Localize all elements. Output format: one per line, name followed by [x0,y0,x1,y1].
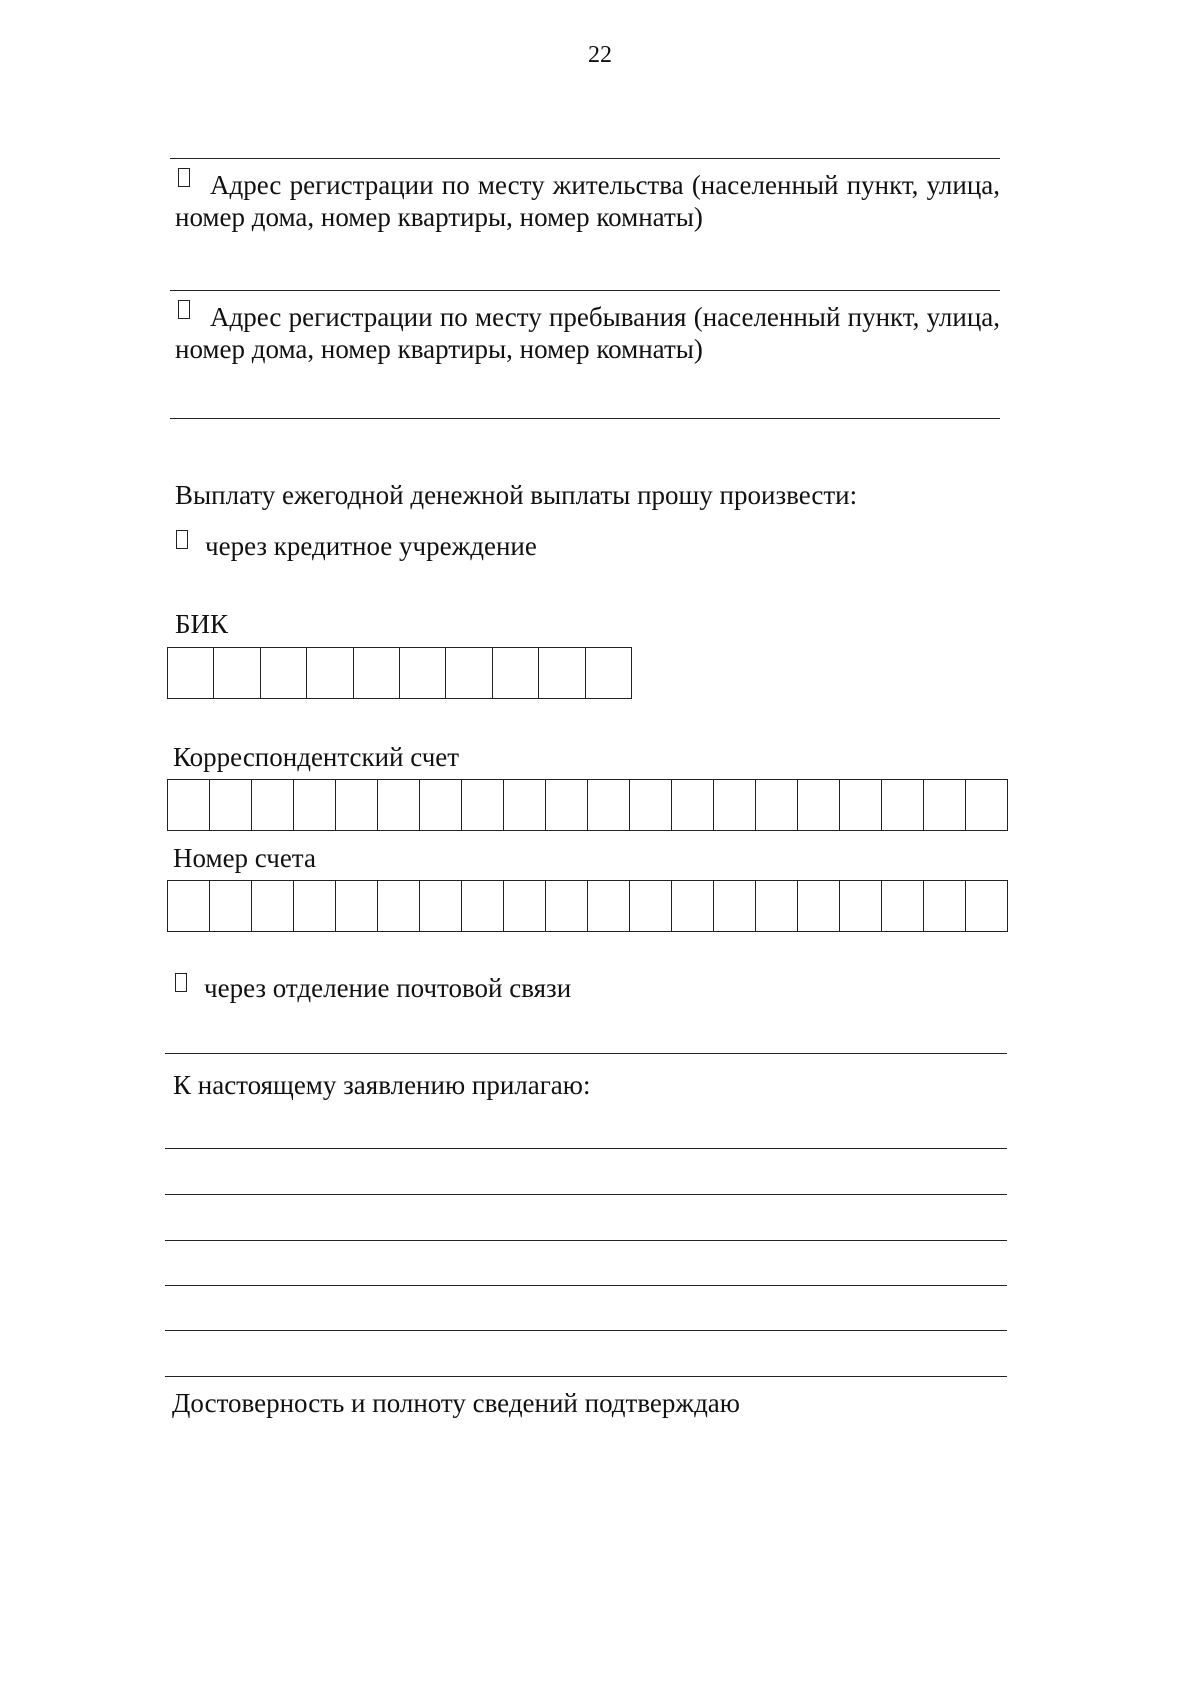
corr-account-cell[interactable] [714,780,756,830]
post-option-label: через отделение почтовой связи [204,973,572,1003]
account-number-input-grid[interactable] [167,880,1008,932]
account-number-cell[interactable] [840,881,882,931]
address-stay-label-line1: Адрес регистрации по месту пребывания (населенный пункт, улица, [210,302,1000,332]
account-number-cell[interactable] [546,881,588,931]
bik-label: БИК [175,609,229,639]
address-stay-label-line2: номер дома, номер квартиры, номер комнаты) [175,334,703,364]
corr-account-cell[interactable] [252,780,294,830]
account-number-cell[interactable] [420,881,462,931]
bank-option-label: через кредитное учреждение [205,531,537,561]
corr-account-cell[interactable] [672,780,714,830]
address-residence-input-line[interactable] [170,290,1000,291]
bik-cell[interactable] [539,648,585,698]
corr-account-cell[interactable] [336,780,378,830]
account-number-cell[interactable] [504,881,546,931]
bik-cell[interactable] [446,648,492,698]
corr-account-cell[interactable] [378,780,420,830]
address-stay-input-line[interactable] [170,418,1000,419]
attachment-line[interactable] [165,1148,1007,1149]
bik-cell[interactable] [214,648,260,698]
corr-account-cell[interactable] [504,780,546,830]
bik-cell[interactable] [586,648,631,698]
corr-account-cell[interactable] [798,780,840,830]
bik-cell[interactable] [354,648,400,698]
attachment-line[interactable] [165,1376,1007,1377]
bik-input-grid[interactable] [167,647,632,699]
post-option-checkbox[interactable] [175,973,187,992]
account-number-cell[interactable] [630,881,672,931]
corr-account-cell[interactable] [210,780,252,830]
bik-cell[interactable] [261,648,307,698]
corr-account-cell[interactable] [546,780,588,830]
address-residence-label-line1: Адрес регистрации по месту жительства (населенный пункт, улица, [210,170,1000,200]
account-number-cell[interactable] [210,881,252,931]
account-number-cell[interactable] [714,881,756,931]
account-number-cell[interactable] [336,881,378,931]
corr-account-cell[interactable] [420,780,462,830]
corr-account-cell[interactable] [462,780,504,830]
confirmation-text: Достоверность и полноту сведений подтверждаю [172,1388,740,1418]
account-number-cell[interactable] [378,881,420,931]
attachment-line[interactable] [165,1330,1007,1331]
account-number-cell[interactable] [798,881,840,931]
account-number-cell[interactable] [588,881,630,931]
bik-cell[interactable] [307,648,353,698]
account-number-label: Номер счета [173,843,316,873]
corr-account-cell[interactable] [924,780,966,830]
corr-account-input-grid[interactable] [167,779,1008,831]
corr-account-cell[interactable] [294,780,336,830]
attachment-line[interactable] [165,1285,1007,1286]
bik-cell[interactable] [168,648,214,698]
corr-account-cell[interactable] [756,780,798,830]
address-residence-top-line[interactable] [170,158,1000,159]
corr-account-cell[interactable] [168,780,210,830]
post-office-input-line[interactable] [165,1053,1007,1054]
account-number-cell[interactable] [924,881,966,931]
corr-account-label: Корреспондентский счет [173,742,460,772]
bik-cell[interactable] [400,648,446,698]
account-number-cell[interactable] [882,881,924,931]
account-number-cell[interactable] [294,881,336,931]
address-stay-checkbox[interactable] [178,300,190,319]
corr-account-cell[interactable] [630,780,672,830]
address-residence-checkbox[interactable] [178,168,190,187]
attachment-line[interactable] [165,1240,1007,1241]
account-number-cell[interactable] [966,881,1007,931]
account-number-cell[interactable] [462,881,504,931]
account-number-cell[interactable] [168,881,210,931]
bik-cell[interactable] [493,648,539,698]
account-number-cell[interactable] [252,881,294,931]
attachment-line[interactable] [165,1194,1007,1195]
payment-heading: Выплату ежегодной денежной выплаты прошу произвести: [175,480,858,510]
account-number-cell[interactable] [756,881,798,931]
address-residence-label-line2: номер дома, номер квартиры, номер комнаты) [175,202,703,232]
corr-account-cell[interactable] [882,780,924,830]
attachments-label: К настоящему заявлению прилагаю: [173,1070,591,1100]
bank-option-checkbox[interactable] [176,530,188,549]
corr-account-cell[interactable] [966,780,1007,830]
corr-account-cell[interactable] [588,780,630,830]
corr-account-cell[interactable] [840,780,882,830]
account-number-cell[interactable] [672,881,714,931]
page-number: 22 [588,42,612,68]
